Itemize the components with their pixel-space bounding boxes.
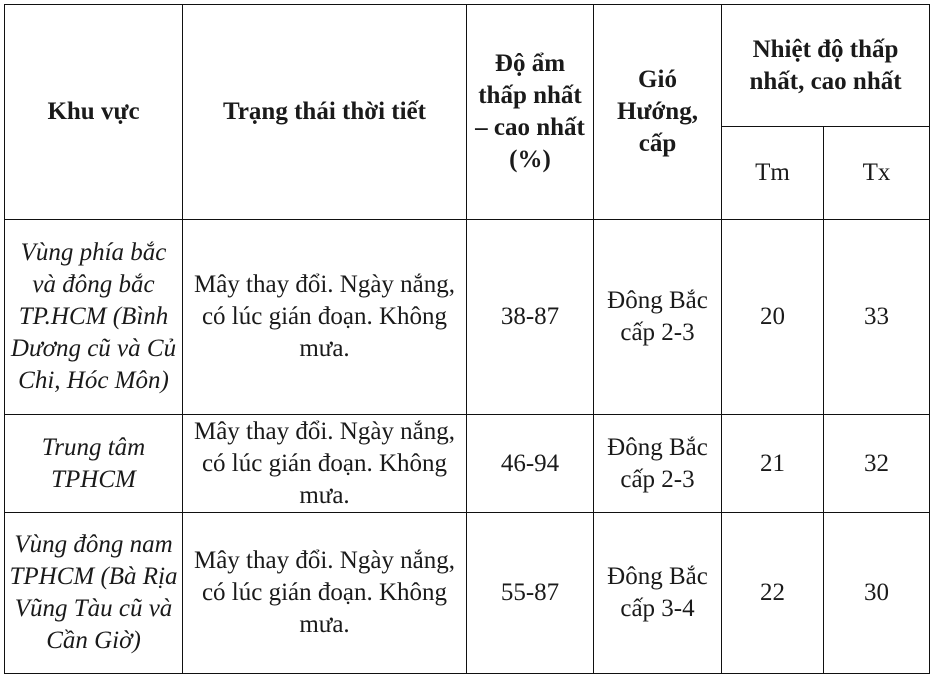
region-cell	[5, 220, 183, 415]
region-cell	[5, 513, 183, 674]
tmin-cell	[722, 415, 824, 513]
humidity-cell	[467, 513, 594, 674]
weather-forecast-table	[4, 4, 930, 674]
wind-cell	[594, 220, 722, 415]
humidity-text: 55-87	[500, 579, 560, 606]
wind-cell	[594, 415, 722, 513]
table-row	[5, 513, 930, 674]
header-tmax-label: Tx	[862, 159, 891, 186]
header-region-label: Khu vực	[47, 98, 140, 125]
tmin-text: 22	[760, 579, 785, 606]
header-wind	[594, 5, 722, 220]
header-humidity	[467, 5, 594, 220]
weather-cell	[183, 220, 467, 415]
region-cell	[5, 415, 183, 513]
tmax-cell	[824, 220, 930, 415]
weather-cell	[183, 415, 467, 513]
header-temperature-label: Nhiệt độ thấp nhất, cao nhất	[749, 35, 902, 95]
header-temperature	[722, 5, 930, 127]
humidity-cell	[467, 415, 594, 513]
wind-cell	[594, 513, 722, 674]
header-weather-label: Trạng thái thời tiết	[223, 98, 426, 125]
header-humidity-label: Độ ẩm thấp nhất – cao nhất (%)	[475, 50, 585, 173]
wind-text: Đông Bắc cấp 2-3	[607, 433, 708, 493]
humidity-text: 46-94	[500, 449, 560, 477]
region-text: Trung tâm TPHCM	[41, 433, 146, 493]
header-tmax	[824, 127, 930, 220]
tmax-text: 33	[864, 303, 889, 330]
tmax-text: 32	[864, 449, 889, 477]
header-wind-label: Gió Hướng, cấp	[617, 66, 698, 157]
header-region	[5, 5, 183, 220]
weather-text: Mây thay đổi. Ngày nắng, có lúc gián đoạn. Không mưa.	[193, 271, 456, 362]
weather-text: Mây thay đổi. Ngày nắng, có lúc gián đoạn. Không mưa.	[193, 417, 456, 509]
weather-cell	[183, 513, 467, 674]
region-text: Vùng đông nam TPHCM (Bà Rịa Vũng Tàu cũ và Cần Giờ)	[9, 531, 178, 654]
header-tmin	[722, 127, 824, 220]
humidity-text: 38-87	[500, 303, 560, 330]
tmin-cell	[722, 513, 824, 674]
wind-text: Đông Bắc cấp 3-4	[607, 563, 708, 622]
tmin-text: 21	[760, 449, 785, 477]
tmax-text: 30	[864, 579, 889, 606]
table-row	[5, 220, 930, 415]
tmin-text: 20	[760, 303, 785, 330]
tmax-cell	[824, 513, 930, 674]
table-row	[5, 415, 930, 513]
wind-text: Đông Bắc cấp 2-3	[607, 287, 708, 346]
header-tmin-label: Tm	[755, 159, 790, 186]
region-text: Vùng phía bắc và đông bắc TP.HCM (Bình Dương cũ và Củ Chi, Hóc Môn)	[10, 239, 177, 394]
tmin-cell	[722, 220, 824, 415]
humidity-cell	[467, 220, 594, 415]
weather-text: Mây thay đổi. Ngày nắng, có lúc gián đoạn. Không mưa.	[193, 547, 456, 638]
tmax-cell	[824, 415, 930, 513]
header-weather	[183, 5, 467, 220]
